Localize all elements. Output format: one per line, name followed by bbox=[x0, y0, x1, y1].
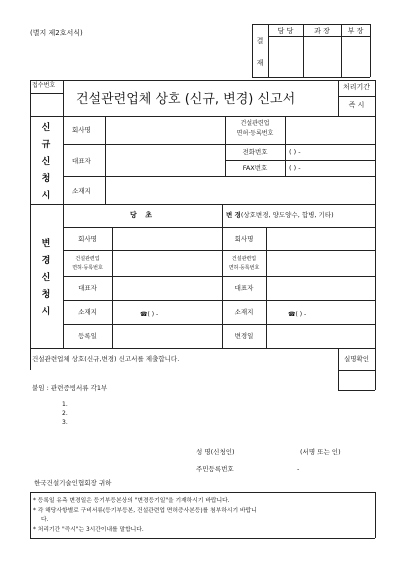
note-1: * 등록일 유측 변경일은 등기부등본상의 "변경등기일"을 기재하시기 바랍니다. bbox=[33, 498, 230, 504]
approval-label-b: 재 bbox=[256, 59, 264, 67]
new-representative-label: 대표자 bbox=[72, 157, 91, 165]
new-label-char: 시 bbox=[41, 191, 51, 201]
new-representative-field[interactable] bbox=[106, 145, 224, 175]
phone-icon: ☎ bbox=[288, 311, 296, 318]
note-2: * 각 해당사항별로 구비서류(등기부등본, 건설관련업 면허증사본등)를 첨부하시기 바랍니 bbox=[33, 508, 257, 514]
note-3: * 처리기간 "즉시"는 3시간이내를 말합니다. bbox=[33, 527, 144, 533]
before-phone-format: ( ) - bbox=[147, 311, 159, 318]
change-date-label: 변경일 bbox=[234, 332, 254, 340]
before-company-name-label: 회사명 bbox=[78, 235, 97, 243]
new-label-char: 청 bbox=[41, 174, 51, 184]
id-number-dash: - bbox=[297, 465, 300, 473]
attach-item-3: 3. bbox=[62, 419, 68, 426]
after-license-field[interactable] bbox=[267, 251, 374, 275]
after-phone-format: ( ) - bbox=[295, 311, 307, 318]
after-company-name-label: 회사명 bbox=[234, 235, 254, 243]
form-title: 건설관련업체 상호 (신규, 변경) 신고서 bbox=[76, 92, 296, 107]
receipt-no-label: 접수번호 bbox=[32, 82, 56, 89]
after-representative-field[interactable] bbox=[267, 277, 374, 299]
before-header: 당 초 bbox=[130, 211, 155, 219]
after-header-label: 변 경 bbox=[226, 211, 241, 219]
approval-col-director: 부 장 bbox=[347, 27, 364, 35]
approval-col-manager: 과 장 bbox=[314, 27, 330, 35]
new-label-char: 규 bbox=[41, 140, 51, 150]
reg-date-label: 등록일 bbox=[78, 332, 97, 340]
approval-col-staff: 담 당 bbox=[277, 27, 294, 35]
note-2-cont: 다. bbox=[41, 517, 49, 523]
before-address-label: 소재지 bbox=[78, 308, 97, 316]
change-label-char: 경 bbox=[41, 256, 51, 266]
new-company-name-field[interactable] bbox=[106, 117, 224, 143]
before-representative-label: 대표자 bbox=[78, 284, 97, 292]
new-label-char: 신 bbox=[41, 157, 51, 167]
attach-item-2: 2. bbox=[62, 410, 68, 417]
submission-text: 건설관련업체 상호(신규,변경) 신고서를 제출합니다. bbox=[32, 355, 180, 363]
seal-check-label: 실명확인 bbox=[343, 355, 370, 363]
reg-date-field[interactable] bbox=[113, 325, 221, 347]
new-phone-label: 전화번호 bbox=[242, 148, 268, 156]
change-date-field[interactable] bbox=[267, 325, 374, 347]
processing-value: 즉 시 bbox=[348, 101, 365, 109]
before-license-label-2: 면허·등록번호 bbox=[72, 265, 103, 271]
new-fax-format[interactable]: ( ) - bbox=[289, 164, 301, 172]
new-license-field[interactable] bbox=[286, 117, 374, 143]
addressee: 한국건설기술인협회장 귀하 bbox=[34, 479, 112, 487]
after-representative-label: 대표자 bbox=[234, 284, 254, 292]
new-license-label-1: 건설관련업 bbox=[240, 120, 270, 127]
applicant-name-label: 성 명(신청인) bbox=[196, 448, 235, 456]
new-address-field[interactable] bbox=[106, 177, 374, 203]
change-label-char: 청 bbox=[41, 290, 51, 300]
new-phone-format[interactable]: ( ) - bbox=[289, 148, 301, 156]
form-number: (별지 제2호서식) bbox=[30, 29, 83, 37]
after-address-label: 소재지 bbox=[234, 308, 254, 316]
attachment-label: 붙임 : 관련증빙서류 각1부 bbox=[32, 384, 108, 392]
before-representative-field[interactable] bbox=[113, 277, 221, 299]
phone-icon: ☎ bbox=[140, 311, 148, 318]
new-company-name-label: 회사명 bbox=[72, 126, 91, 134]
new-label-char: 신 bbox=[41, 123, 51, 133]
after-header-detail: (상호변경, 양도양수, 합병, 기타) bbox=[240, 211, 334, 219]
change-label-char: 시 bbox=[41, 307, 51, 317]
before-company-name-field[interactable] bbox=[113, 228, 221, 249]
before-license-label-1: 건설관련업 bbox=[75, 256, 100, 262]
seal-label[interactable]: (서명 또는 인) bbox=[300, 448, 341, 456]
after-license-label-2: 면허·등록번호 bbox=[228, 265, 260, 271]
new-license-label-2: 면허·등록번호 bbox=[236, 130, 274, 137]
after-license-label-1: 건설관련업 bbox=[231, 256, 257, 262]
attach-item-1: 1. bbox=[62, 401, 68, 408]
before-phone[interactable] bbox=[140, 312, 158, 318]
new-fax-label: FAX번호 bbox=[242, 164, 268, 172]
change-label-char: 변 bbox=[41, 239, 51, 249]
new-address-label: 소재지 bbox=[72, 187, 91, 195]
change-label-char: 신 bbox=[41, 273, 51, 283]
before-license-field[interactable] bbox=[113, 251, 221, 275]
processing-label: 처리기간 bbox=[342, 83, 371, 91]
approval-label-a: 결 bbox=[256, 37, 264, 45]
after-phone[interactable] bbox=[288, 312, 306, 318]
id-number-label: 주민등록번호 bbox=[196, 465, 234, 473]
after-company-name-field[interactable] bbox=[267, 228, 374, 249]
